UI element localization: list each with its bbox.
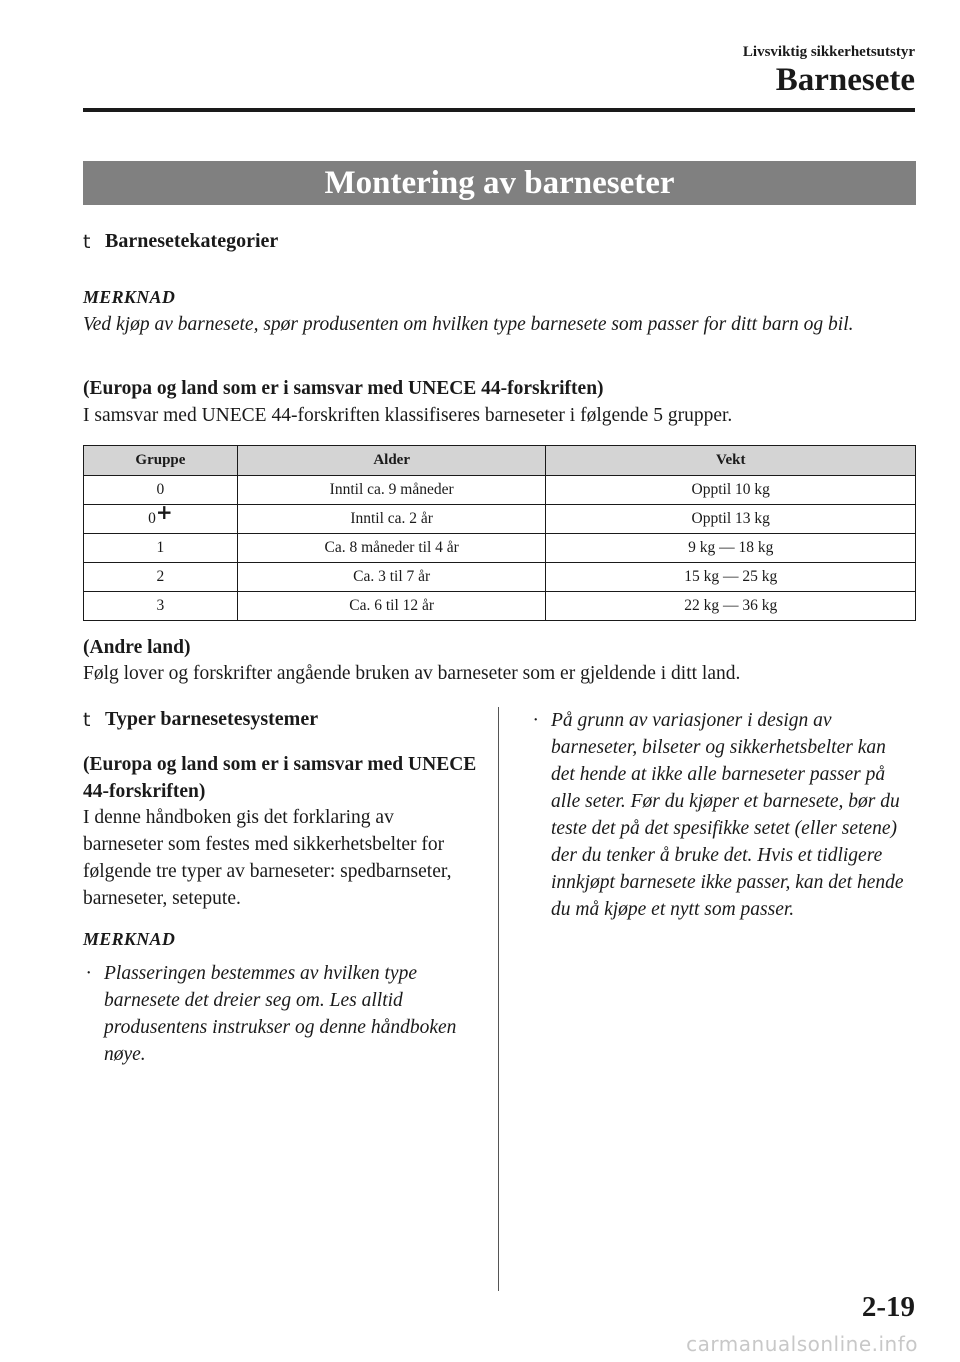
group-value: 0: [148, 510, 156, 527]
section-title: Barnesetekategorier: [105, 230, 279, 252]
other-countries-text: Følg lover og forskrifter angående bruken av barneseter som er gjeldende i ditt land.: [83, 663, 741, 684]
note-heading: MERKNAD: [83, 287, 176, 307]
types-intro: I denne håndboken gis det forklaring av barneseter som festes med sikkerhetsbelter for følgende tre typer av barneseter: spedbarnseter, barneseter, setepute.: [83, 807, 452, 909]
other-countries-heading: (Andre land): [83, 637, 191, 658]
watermark: carmanualsonline.info: [686, 1332, 918, 1356]
section-heading-types: [83, 708, 318, 731]
section-banner: [83, 161, 916, 205]
table-cell: Ca. 6 til 12 år: [237, 592, 546, 621]
note-bullet: [530, 707, 910, 923]
section-marker-icon: t: [83, 230, 91, 253]
bullet-dot: ·: [533, 710, 538, 731]
europe-text: I samsvar med UNECE 44-forskriften klassifiseres barneseter i følgende 5 grupper.: [83, 405, 733, 426]
table-row: [84, 505, 916, 534]
table-cell: Ca. 3 til 7 år: [237, 563, 546, 592]
table-cell: 22 kg ― 36 kg: [546, 592, 916, 621]
europe-heading: (Europa og land som er i samsvar med UNECE 44-forskriften): [83, 378, 604, 399]
note-text: Ved kjøp av barnesete, spør produsenten om hvilken type barnesete som passer for ditt barn og bil.: [83, 314, 854, 335]
table-cell: 15 kg ― 25 kg: [546, 563, 916, 592]
table-cell: Ca. 8 måneder til 4 år: [237, 534, 546, 563]
table-header-row: [84, 446, 916, 476]
section-heading-categories: [83, 230, 278, 253]
running-header-chapter: Barnesete: [775, 62, 915, 98]
child-seat-group-table: [83, 445, 916, 621]
banner-title: Montering av barneseter: [324, 164, 675, 201]
table-cell: 3: [84, 592, 238, 621]
table-cell: 0: [84, 476, 238, 505]
table-cell: Opptil 10 kg: [546, 476, 916, 505]
plus-icon: +: [155, 500, 173, 524]
table-cell: Opptil 13 kg: [546, 505, 916, 534]
table-cell: 9 kg ― 18 kg: [546, 534, 916, 563]
note-bullet: [83, 960, 478, 1068]
running-header-section: Livsviktig sikkerhetsutstyr: [742, 44, 915, 60]
section-title: Typer barnesetesystemer: [105, 708, 319, 730]
table-cell: Inntil ca. 2 år: [237, 505, 546, 534]
column-divider: [498, 707, 499, 1291]
bullet-text: På grunn av variasjoner i design av barneseter, bilseter og sikkerhetsbelter kan det hende at ikke alle barneseter passer på alle seter. Før du kjøper et barnesete, bør du teste det på det spesifikke setet (eller setene) der du tenker å bruke det. Hvis et tidligere innkjøpt barnesete ikke passer, kan det hende du må kjøpe et nytt som passer.: [551, 710, 904, 920]
column-header: Gruppe: [84, 446, 238, 476]
table-row: [84, 563, 916, 592]
table-row: [84, 592, 916, 621]
europe-heading: (Europa og land som er i samsvar med UNECE 44-forskriften): [83, 754, 477, 802]
bullet-text: Plasseringen bestemmes av hvilken type barnesete det dreier seg om. Les alltid produsentens instrukser og denne håndboken nøye.: [104, 963, 457, 1065]
note-heading: MERKNAD: [83, 929, 176, 949]
section-marker-icon: t: [83, 708, 91, 731]
column-header: Alder: [237, 446, 546, 476]
table-cell: 1: [84, 534, 238, 563]
table-row: [84, 476, 916, 505]
page-number: 2-19: [861, 1291, 915, 1323]
bullet-dot: ·: [86, 963, 91, 984]
table-cell: 2: [84, 563, 238, 592]
table-row: [84, 534, 916, 563]
column-header: Vekt: [546, 446, 916, 476]
table-cell: Inntil ca. 9 måneder: [237, 476, 546, 505]
table-cell: [84, 500, 238, 534]
header-rule: [83, 108, 915, 112]
